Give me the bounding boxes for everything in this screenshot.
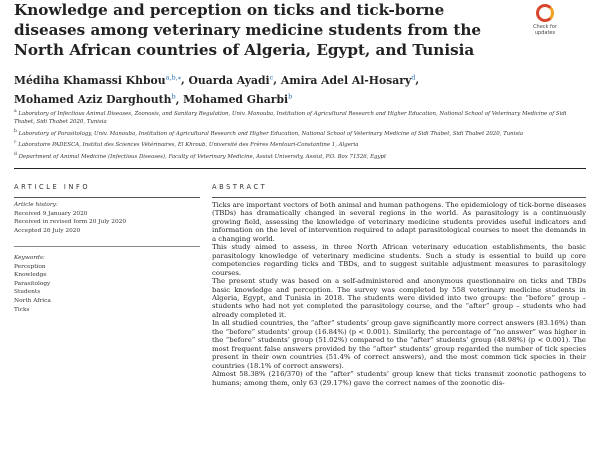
abstract-paragraph: The present study was based on a self-administered and anonymous questionnaire on ticks and TBDs basic knowledge and perception. The survey was completed by 558 veterinary medicine students in Algeria, Egypt, and Tunisia in 2018. The students were divided into two groups: the “before” group – students who had not yet completed the parasitology course, and the “after” group – students who had already completed it.: [212, 277, 586, 319]
keywords-divider: [14, 246, 200, 247]
history-label: Article history:: [14, 202, 58, 208]
abstract-paragraph: Ticks are important vectors of both animal and human pathogens. The epidemiology of tick-borne diseases (TBDs) has dramatically changed in several regions in the world. As parasitology is a continuously growing field, assessing the knowledge of veterinary medicine students provides useful indicators and information on the level of intervention required to adapt parasitological courses to meet the demands in a changing world.: [212, 201, 586, 243]
affiliation: $^d$ Department of Animal Medicine (Infectious Diseases), Faculty of Veterinary Medicine, Assiut University, Assiut, P.O. Box 71526, Egypt: [14, 151, 387, 160]
article-title: Knowledge and perception on ticks and tick-borne diseases among veterinary medicine students from the North African countries of Algeria, Egypt, and Tunisia: [14, 1, 482, 59]
author[interactable]: Mohamed Gharbi$^b$: [183, 92, 293, 107]
affiliation: $^b$ Laboratory of Parasitology, Univ. Manouba, Institution of Agricultural Research and Higher Education, National School of Veterinary Medicine of Sidi Thabet, Sidi Thabet 2020, Tunisia: [14, 128, 524, 137]
keyword: Parasitology: [14, 280, 51, 287]
author-list: Médiha Khamassi Khbou$^{a,b,⁎}$, Ouarda Ayadi$^c$, Amira Adel Al-Hosary$^d$, Mohamed Aziz Darghouth$^b$, Mohamed Gharbi$^b$: [14, 73, 420, 107]
keywords-label: Keywords:: [14, 255, 45, 261]
author[interactable]: Amira Adel Al-Hosary$^d$: [280, 73, 416, 87]
keyword: Perception: [14, 263, 46, 270]
keyword: Ticks: [14, 306, 30, 313]
keyword: Students: [14, 289, 41, 296]
badge-label: Check for updates: [533, 24, 557, 36]
update-check-icon: [536, 4, 554, 22]
article-info-heading: ARTICLE INFO: [14, 183, 91, 191]
author[interactable]: Ouarda Ayadi$^c$: [188, 73, 274, 87]
abstract-body: [212, 201, 586, 387]
check-for-updates-badge[interactable]: [524, 4, 566, 40]
author[interactable]: Mohamed Aziz Darghouth$^b$: [14, 92, 176, 107]
abstract-heading: ABSTRACT: [212, 183, 268, 191]
keyword: Knowledge: [14, 272, 47, 279]
history-entry: Accepted 26 July 2020: [14, 227, 81, 234]
keyword: North Africa: [14, 297, 51, 304]
abstract-paragraph: Almost 58.38% (216/370) of the “after” students’ group knew that ticks transmit zoonotic pathogens to humans; among them, only 63 (29.17%) gave the correct names of the zoonotic dis-: [212, 370, 586, 387]
article-history: [14, 201, 200, 235]
abstract-paragraph: In all studied countries, the “after” students’ group gave significantly more correct answers (83.16%) than the “before” students’ group (16.84%) (p < 0.001). Similarly, the percentage of “no answer” was higher in the “before” students’ group (51.02%) compared to the “after” students’ group (48.98%) (p < 0.001). The most frequent false answers provided by the “after” students’ group regarded the number of tick species present in their own countries (51.4% of correct answers), and the most common tick species in their countries (18.1% of correct answers).: [212, 319, 586, 370]
author[interactable]: Médiha Khamassi Khbou$^{a,b,⁎}$: [14, 73, 181, 87]
history-entry: Received 9 January 2020: [14, 210, 88, 217]
affiliation: $^c$ Laboratoire PADESCA, Institut des Sciences Vétérinaires, El Khroub, Université des Frères Mentouri-Constantine 1, Algeria: [14, 140, 359, 149]
header-divider: [14, 168, 586, 169]
abstract-paragraph: This study aimed to assess, in three North African veterinary education establishments, the basic parasitology knowledge of veterinary medicine students. Such a study is essential to build up core competencies regarding ticks and TBDs, and to suggest suitable adjustment measures to parasitology courses.: [212, 243, 586, 277]
affiliations: [14, 108, 580, 163]
affiliation: $^a$ Laboratory of Infectious Animal Diseases, Zoonosis, and Sanitary Regulation, Univ. Manouba, Institution of Agricultural Research and Higher Education, National School of Veterinary Medicine of Sidi Thabet, Sidi Thabet 2020, Tunisia: [14, 109, 567, 125]
abstract-divider: [212, 197, 586, 198]
history-entry: Received in revised form 20 July 2020: [14, 219, 127, 226]
article-info-divider: [14, 197, 200, 198]
keywords: [14, 254, 200, 314]
